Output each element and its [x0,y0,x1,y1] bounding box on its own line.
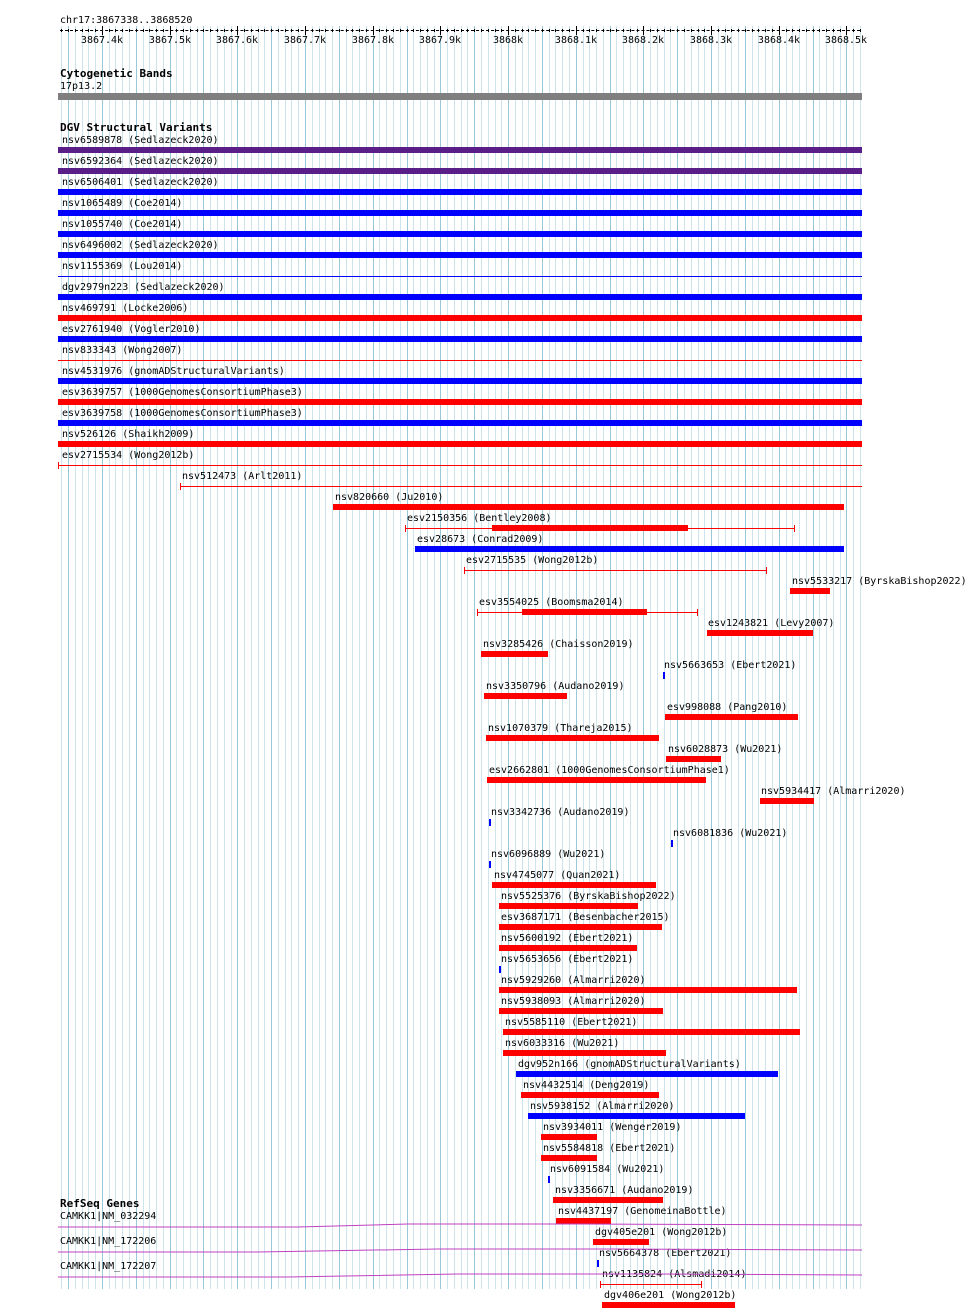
variant-bar [499,987,797,993]
ruler-tick-label: 3867.9k [418,35,462,46]
ruler-line [60,30,860,31]
ruler-minor-tick [454,29,455,32]
ruler-minor-tick [840,29,841,32]
ruler-minor-tick [589,29,590,32]
ruler-minor-tick [109,29,110,32]
variant-bar [766,567,767,574]
variant-bar [665,714,798,720]
variant-label: esv2715534 (Wong2012b) [62,450,195,461]
variant-bar [58,147,862,153]
ruler-minor-tick [420,29,421,32]
ruler-minor-tick [745,29,746,32]
variant-bar [503,1029,800,1035]
ruler-minor-tick [752,29,753,32]
variant-label: nsv5533217 (ByrskaBishop2022) [792,576,967,587]
gene-model [58,1271,862,1279]
ruler-minor-tick [725,29,726,32]
ruler-minor-tick [407,29,408,32]
ruler-minor-tick [319,29,320,32]
variant-label: nsv469791 (Locke2006) [62,303,189,314]
variant-bar [521,1092,659,1098]
ruler-minor-tick [82,29,83,32]
dgv-track-title: DGV Structural Variants [60,121,213,134]
ruler-major-tick [508,26,509,35]
variant-bar [58,336,862,342]
ruler-minor-tick [264,29,265,32]
ruler-minor-tick [474,29,475,32]
ruler-minor-tick [691,29,692,32]
ruler-minor-tick [427,29,428,32]
variant-label: nsv5938093 (Almarri2020) [501,996,646,1007]
variant-bar [790,588,830,594]
ruler-minor-tick [461,29,462,32]
ruler-minor-tick [298,29,299,32]
variant-bar [58,420,862,426]
variant-bar [666,756,721,762]
variant-bar [58,441,862,447]
variant-bar [663,672,665,679]
ruler-minor-tick [542,29,543,32]
variant-label: nsv6496002 (Sedlazeck2020) [62,240,219,251]
ruler-minor-tick [664,29,665,32]
ruler-minor-tick [670,29,671,32]
ruler-tick-label: 3867.6k [215,35,259,46]
ruler-minor-tick [312,29,313,32]
ruler-minor-tick [68,29,69,32]
variant-label: dgv405e201 (Wong2012b) [595,1227,728,1238]
variant-label: dgv2979n223 (Sedlazeck2020) [62,282,225,293]
variant-label: nsv5653656 (Ebert2021) [501,954,634,965]
variant-bar [58,360,862,361]
ruler-minor-tick [413,29,414,32]
variant-label: esv3639757 (1000GenomesConsortiumPhase3) [62,387,303,398]
variant-label: esv28673 (Conrad2009) [417,534,544,545]
ruler-minor-tick [630,29,631,32]
ruler-minor-tick [163,29,164,32]
variant-bar [489,861,491,868]
ruler-minor-tick [332,29,333,32]
ruler-minor-tick [366,29,367,32]
ruler-tick-label: 3868.5k [824,35,868,46]
variant-bar [707,630,813,636]
ruler-minor-tick [562,29,563,32]
variant-bar [405,525,406,532]
variant-bar [58,315,862,321]
ruler-tick-label: 3867.8k [351,35,395,46]
ruler-minor-tick [346,29,347,32]
ruler-minor-tick [379,29,380,32]
ruler-minor-tick [650,29,651,32]
ruler-minor-tick [467,29,468,32]
ruler-minor-tick [583,29,584,32]
ruler-minor-tick [786,29,787,32]
ruler-minor-tick [325,29,326,32]
ruler-minor-tick [813,29,814,32]
ruler-minor-tick [860,29,861,32]
cytoband-label: 17p13.2 [60,81,103,92]
variant-bar [503,1050,666,1056]
ruler-minor-tick [115,29,116,32]
variant-label: esv2662801 (1000GenomesConsortiumPhase1) [489,765,730,776]
variant-label: esv3639758 (1000GenomesConsortiumPhase3) [62,408,303,419]
ruler-minor-tick [718,29,719,32]
variant-label: nsv6091584 (Wu2021) [550,1164,665,1175]
ruler-minor-tick [217,29,218,32]
gene-label: CAMKK1|NM_032294 [60,1211,157,1222]
ruler-minor-tick [251,29,252,32]
variant-bar [58,462,59,469]
ruler-minor-tick [704,29,705,32]
variant-bar [58,378,862,384]
ruler-major-tick [440,26,441,35]
variant-label: esv3554025 (Boomsma2014) [479,597,624,608]
variant-bar [489,819,491,826]
refseq-track-title: RefSeq Genes [60,1197,140,1210]
ruler-tick-label: 3868.3k [689,35,733,46]
ruler-minor-tick [765,29,766,32]
ruler-minor-tick [386,29,387,32]
ruler-minor-tick [555,29,556,32]
ruler-minor-tick [129,29,130,32]
variant-label: nsv3356671 (Audano2019) [555,1185,694,1196]
ruler-minor-tick [434,29,435,32]
variant-bar [58,210,862,216]
ruler-minor-tick [95,29,96,32]
variant-bar [499,924,662,930]
ruler-minor-tick [271,29,272,32]
variant-label: nsv6592364 (Sedlazeck2020) [62,156,219,167]
ruler-minor-tick [393,29,394,32]
gene-model [58,1246,862,1254]
variant-bar [58,465,862,466]
ruler-minor-tick [88,29,89,32]
ruler-minor-tick [231,29,232,32]
variant-label: nsv5929260 (Almarri2020) [501,975,646,986]
variant-bar [477,609,478,616]
ruler-minor-tick [535,29,536,32]
ruler-tick-label: 3868k [492,35,524,46]
variant-bar [499,1008,663,1014]
ruler-minor-tick [623,29,624,32]
variant-label: esv2150356 (Bentley2008) [407,513,552,524]
ruler-tick-label: 3867.4k [80,35,124,46]
ruler-minor-tick [149,29,150,32]
variant-label: nsv1065489 (Coe2014) [62,198,183,209]
ruler-minor-tick [657,29,658,32]
variant-label: dgv406e201 (Wong2012b) [604,1290,737,1301]
variant-label: nsv3285426 (Chaisson2019) [483,639,634,650]
variant-bar [58,276,862,277]
variant-bar [333,504,844,510]
ruler-minor-tick [75,29,76,32]
ruler-minor-tick [569,29,570,32]
variant-bar [180,483,181,490]
variant-label: nsv4745077 (Quan2021) [494,870,621,881]
ruler-major-tick [237,26,238,35]
variant-label: nsv820660 (Ju2010) [335,492,444,503]
variant-label: nsv5525376 (ByrskaBishop2022) [501,891,676,902]
ruler-major-tick [170,26,171,35]
variant-label: esv998088 (Pang2010) [667,702,788,713]
ruler-minor-tick [799,29,800,32]
variant-bar [492,525,688,531]
ruler-minor-tick [677,29,678,32]
ruler-major-tick [102,26,103,35]
variant-label: nsv833343 (Wong2007) [62,345,183,356]
variant-label: nsv3350796 (Audano2019) [486,681,625,692]
variant-bar [481,651,548,657]
variant-bar [486,735,659,741]
variant-bar [671,840,673,847]
variant-bar [602,1302,735,1308]
variant-label: nsv6033316 (Wu2021) [505,1038,620,1049]
variant-label: nsv3934011 (Wenger2019) [543,1122,682,1133]
variant-bar [541,1134,597,1140]
variant-label: nsv5664378 (Ebert2021) [599,1248,732,1259]
variant-label: nsv6096889 (Wu2021) [491,849,606,860]
variant-label: nsv1055740 (Coe2014) [62,219,183,230]
variant-label: nsv5663653 (Ebert2021) [664,660,797,671]
variant-label: dgv952n166 (gnomADStructuralVariants) [518,1059,741,1070]
ruler-minor-tick [244,29,245,32]
ruler-minor-tick [400,29,401,32]
variant-bar [499,945,637,951]
variant-bar [58,231,862,237]
variant-label: nsv6506401 (Sedlazeck2020) [62,177,219,188]
gene-label: CAMKK1|NM_172207 [60,1261,157,1272]
variant-bar [180,486,862,487]
variant-label: nsv5584818 (Ebert2021) [543,1143,676,1154]
ruler-minor-tick [819,29,820,32]
variant-bar [760,798,814,804]
ruler-minor-tick [738,29,739,32]
variant-label: nsv3342736 (Audano2019) [491,807,630,818]
ruler-minor-tick [637,29,638,32]
ruler-minor-tick [610,29,611,32]
variant-label: nsv5600192 (Ebert2021) [501,933,634,944]
ruler-minor-tick [758,29,759,32]
variant-bar [492,882,656,888]
variant-bar [701,1281,702,1288]
gene-model [58,1221,862,1229]
ruler-minor-tick [352,29,353,32]
ruler-minor-tick [488,29,489,32]
ruler-minor-tick [853,29,854,32]
ruler-minor-tick [285,29,286,32]
ruler-major-tick [711,26,712,35]
variant-bar [600,1281,601,1288]
ruler-minor-tick [603,29,604,32]
variant-bar [794,525,795,532]
variant-label: nsv4432514 (Deng2019) [523,1080,650,1091]
ruler-minor-tick [792,29,793,32]
variant-label: nsv526126 (Shaikh2009) [62,429,195,440]
ruler-minor-tick [447,29,448,32]
ruler-minor-tick [481,29,482,32]
ruler-minor-tick [339,29,340,32]
ruler-minor-tick [833,29,834,32]
ruler-minor-tick [203,29,204,32]
variant-label: nsv6589878 (Sedlazeck2020) [62,135,219,146]
variant-bar [58,189,862,195]
variant-bar [600,1284,701,1285]
variant-label: nsv6081836 (Wu2021) [673,828,788,839]
variant-bar [553,1197,663,1203]
ruler-minor-tick [156,29,157,32]
variant-bar [541,1155,597,1161]
ruler-minor-tick [495,29,496,32]
variant-bar [597,1260,599,1267]
variant-bar [697,609,698,616]
variant-label: esv3687171 (Besenbacher2015) [501,912,670,923]
ruler-minor-tick [359,29,360,32]
ruler-tick-label: 3868.4k [757,35,801,46]
ruler-minor-tick [278,29,279,32]
ruler-minor-tick [136,29,137,32]
ruler-minor-tick [501,29,502,32]
ruler-major-tick [373,26,374,35]
variant-label: nsv5585110 (Ebert2021) [505,1017,638,1028]
ruler-minor-tick [291,29,292,32]
ruler-minor-tick [258,29,259,32]
ruler-major-tick [643,26,644,35]
ruler-minor-tick [183,29,184,32]
variant-label: nsv1135824 (Alsmadi2014) [602,1269,747,1280]
cytoband-bar[interactable] [58,93,862,100]
variant-label: nsv512473 (Arlt2011) [182,471,303,482]
variant-label: esv1243821 (Levy2007) [708,618,835,629]
ruler-major-tick [846,26,847,35]
ruler[interactable] [0,26,890,48]
variant-bar [516,1071,778,1077]
ruler-tick-label: 3867.7k [283,35,327,46]
ruler-minor-tick [224,29,225,32]
variant-bar [58,294,862,300]
ruler-minor-tick [826,29,827,32]
variant-bar [499,903,638,909]
ruler-tick-label: 3867.5k [148,35,192,46]
ruler-minor-tick [772,29,773,32]
gene-label: CAMKK1|NM_172206 [60,1236,157,1247]
variant-bar [593,1239,649,1245]
ruler-minor-tick [210,29,211,32]
ruler-tick-label: 3868.1k [554,35,598,46]
ruler-minor-tick [596,29,597,32]
ruler-minor-tick [684,29,685,32]
variant-bar [499,966,501,973]
ruler-minor-tick [61,29,62,32]
ruler-major-tick [305,26,306,35]
ruler-minor-tick [190,29,191,32]
ruler-minor-tick [122,29,123,32]
cytoband-track-title: Cytogenetic Bands [60,67,173,80]
region-label: chr17:3867338..3868520 [60,15,193,26]
variant-bar [487,777,706,783]
ruler-minor-tick [522,29,523,32]
ruler-minor-tick [731,29,732,32]
ruler-minor-tick [806,29,807,32]
ruler-major-tick [576,26,577,35]
ruler-minor-tick [176,29,177,32]
ruler-major-tick [779,26,780,35]
variant-label: nsv1155369 (Lou2014) [62,261,183,272]
variant-bar [484,693,567,699]
variant-label: esv2761940 (Vogler2010) [62,324,201,335]
variant-bar [522,609,647,615]
variant-label: esv2715535 (Wong2012b) [466,555,599,566]
variant-bar [415,546,844,552]
variant-bar [58,399,862,405]
variant-label: nsv4531976 (gnomADStructuralVariants) [62,366,285,377]
ruler-minor-tick [616,29,617,32]
ruler-minor-tick [528,29,529,32]
variant-label: nsv6028873 (Wu2021) [668,744,783,755]
ruler-tick-label: 3868.2k [621,35,665,46]
variant-label: nsv5938152 (Almarri2020) [530,1101,675,1112]
ruler-minor-tick [698,29,699,32]
ruler-minor-tick [515,29,516,32]
variant-bar [464,567,465,574]
ruler-minor-tick [197,29,198,32]
variant-bar [464,570,766,571]
variant-label: nsv1070379 (Thareja2015) [488,723,633,734]
variant-bar [528,1113,745,1119]
variant-bar [548,1176,550,1183]
variant-bar [58,168,862,174]
variant-label: nsv5934417 (Almarri2020) [761,786,906,797]
ruler-minor-tick [549,29,550,32]
variant-label: nsv4437197 (GenomeinaBottle) [558,1206,727,1217]
ruler-minor-tick [143,29,144,32]
variant-bar [58,252,862,258]
